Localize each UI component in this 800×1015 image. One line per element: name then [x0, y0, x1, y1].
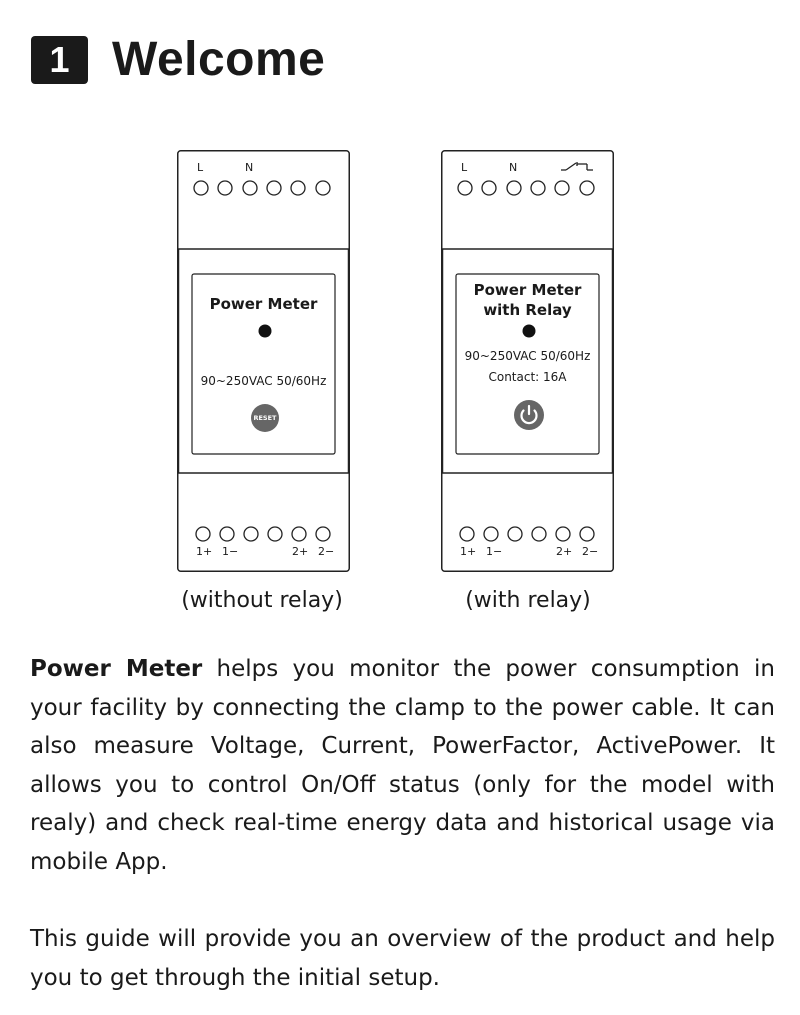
reset-button-label: RESET	[253, 414, 277, 422]
terminal-label-l: L	[197, 161, 204, 174]
device-with-relay	[441, 150, 614, 572]
terminal-label-1minus: 1−	[222, 545, 239, 558]
intro-paragraph	[30, 650, 775, 882]
terminal-label-2minus: 2−	[582, 545, 599, 558]
reset-button	[251, 404, 279, 432]
device-title-line-1: Power Meter	[473, 281, 582, 299]
section-number-badge: 1	[31, 36, 88, 84]
device-title-line-2: with Relay	[483, 301, 572, 319]
intro-paragraph-text: helps you monitor the power consumption in your facility by connecting the clamp to the power cable. It can also measure Voltage, Current, PowerFactor, ActivePower. It allows you to control On/Off status (only for the model with realy) and check real-time energy data and historical usage via mobile App.	[30, 656, 775, 875]
device-spec-voltage: 90~250VAC 50/60Hz	[464, 349, 591, 363]
status-led	[259, 325, 272, 338]
caption-without-relay: (without relay)	[181, 588, 343, 613]
power-icon	[514, 400, 544, 430]
device-outline-without-relay	[177, 150, 350, 572]
terminal-label-1minus: 1−	[486, 545, 503, 558]
terminal-label-n: N	[509, 161, 518, 174]
caption-with-relay: (with relay)	[465, 588, 591, 613]
terminal-label-1plus: 1+	[460, 545, 477, 558]
device-spec-voltage: 90~250VAC 50/60Hz	[200, 374, 327, 388]
status-led	[523, 325, 536, 338]
page-title: Welcome	[112, 33, 326, 86]
product-name-bold: Power Meter	[30, 656, 203, 682]
section-heading	[31, 32, 325, 87]
guide-paragraph: This guide will provide you an overview of the product and help you to get through the initial setup.	[30, 926, 775, 991]
terminal-label-n: N	[245, 161, 254, 174]
device-spec-contact: Contact: 16A	[488, 370, 567, 384]
device-title: Power Meter	[209, 295, 318, 313]
terminal-label-2plus: 2+	[292, 545, 309, 558]
terminal-label-2minus: 2−	[318, 545, 335, 558]
device-without-relay	[177, 150, 350, 572]
terminal-label-2plus: 2+	[556, 545, 573, 558]
terminal-label-1plus: 1+	[196, 545, 213, 558]
terminal-label-l: L	[461, 161, 468, 174]
